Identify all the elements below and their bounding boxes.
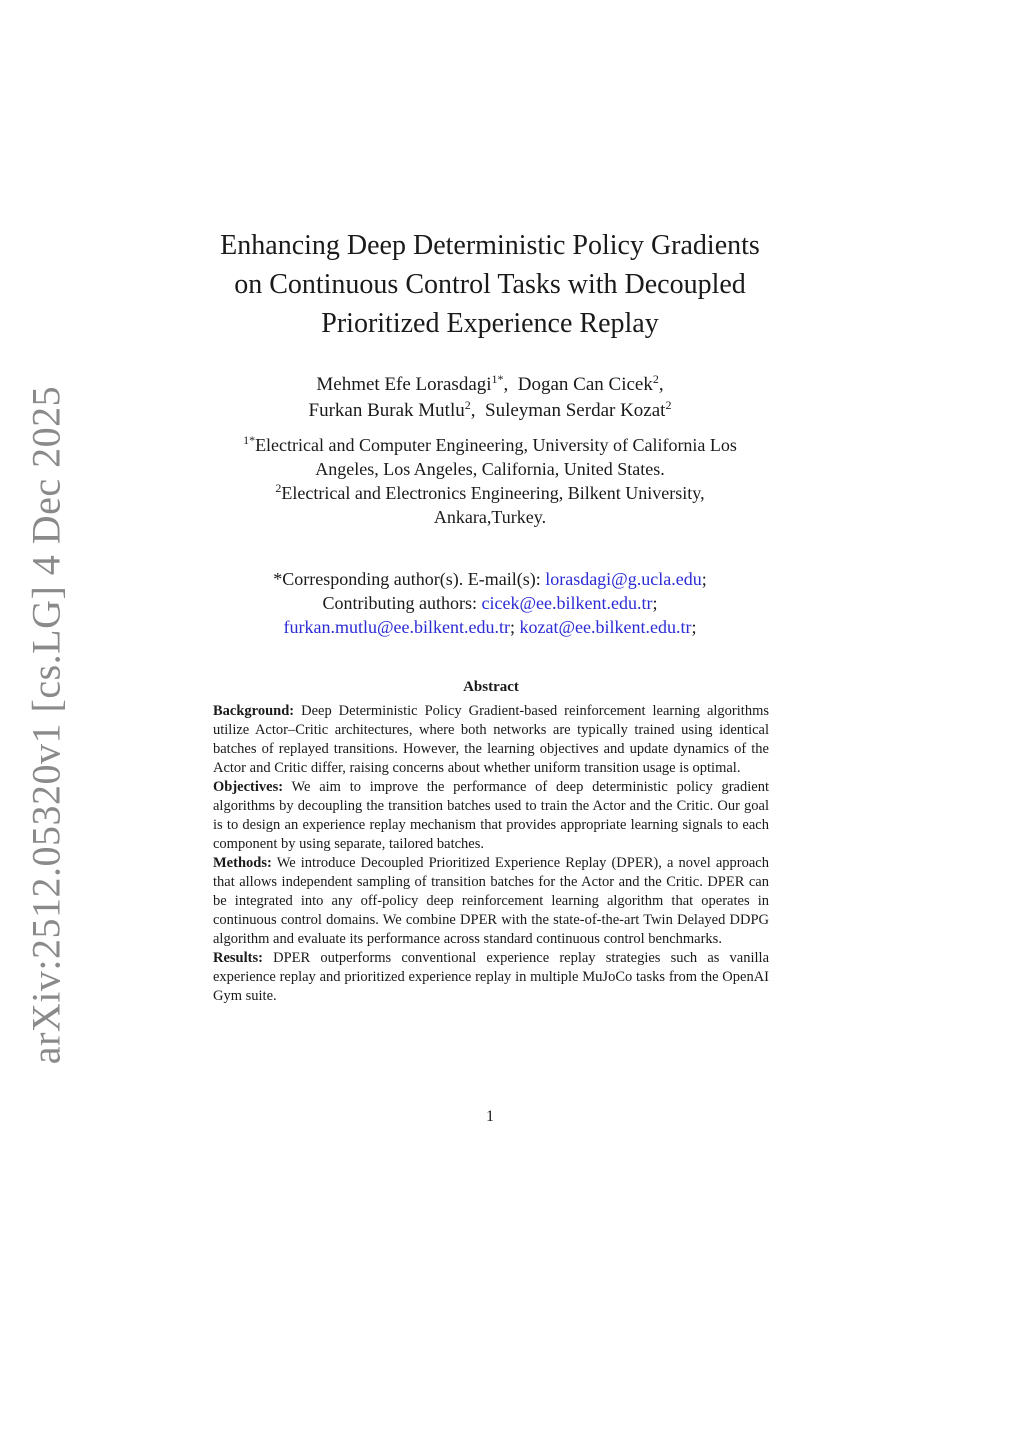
methods-text: We introduce Decoupled Prioritized Experience Replay (DPER), a novel approach that allows independent sampling of transition batches for the Actor and the Critic. DPER can be integrated into any off-policy deep reinforcement learning algorithm that operates in continuous control domains. We combine DPER with the state-of-the-art Twin Delayed DDPG algorithm and evaluate its performance across standard continuous control benchmarks. [213, 855, 769, 947]
affiliation-line: Ankara,Turkey. [433, 507, 547, 527]
author-name: Dogan Can Cicek [517, 374, 653, 395]
objectives-text: We aim to improve the performance of deep deterministic policy gradient algorithms by decoupling the transition batches used to train the Actor and the Critic. Our goal is to design an experience replay mechanism that provides appropriate learning signals to each component by using separate, tailored batches. [213, 779, 769, 852]
paper-title [170, 226, 810, 343]
abstract-heading: Abstract [463, 679, 519, 695]
email-link[interactable]: furkan.mutlu@ee.bilkent.edu.tr [283, 617, 510, 637]
author-list [170, 372, 810, 424]
background-text: Deep Deterministic Policy Gradient-based reinforcement learning algorithms utilize Actor–Critic architectures, where both networks are typically trained using identical batches of replayed transitions. However, the learning objectives and update dynamics of the Actor and Critic differ, raising concerns about whether uniform transition usage is optimal. [213, 703, 769, 776]
title-line: Enhancing Deep Deterministic Policy Gradients [220, 230, 760, 261]
affiliation-text: Electrical and Electronics Engineering, Bilkent University, [281, 483, 705, 503]
affiliation-superscript: 2 [275, 481, 282, 495]
email-link[interactable]: cicek@ee.bilkent.edu.tr [481, 593, 653, 613]
correspondence-line: *Corresponding author(s). E-mail(s): lorasdagi@g.ucla.edu; [273, 569, 707, 589]
abstract-objectives [213, 778, 769, 854]
author-name: Suleyman Serdar Kozat [485, 400, 666, 421]
background-label: Background: [213, 703, 295, 719]
results-label: Results: [213, 950, 263, 966]
author-superscript: 2 [652, 372, 659, 386]
author-line: Mehmet Efe Lorasdagi$^{1*}$, Dogan Can Cicek$^2$, [316, 372, 664, 395]
contributing-lead: Contributing authors: [322, 593, 482, 613]
arxiv-identifier: arXiv:2512.05320v1 [cs.LG] 4 Dec 2025 [23, 385, 69, 1065]
affiliations [170, 433, 810, 529]
correspondence-lead: *Corresponding author(s). E-mail(s): [273, 569, 546, 589]
title-line: Prioritized Experience Replay [321, 308, 659, 339]
correspondence-line: Contributing authors: cicek@ee.bilkent.edu.tr; [322, 593, 658, 613]
abstract-results [213, 949, 769, 1006]
affiliation-text: Electrical and Computer Engineering, University of California Los [255, 435, 737, 455]
author-line: Furkan Burak Mutlu$^2$, Suleyman Serdar Kozat$^2$ [308, 398, 672, 421]
abstract-methods [213, 854, 769, 949]
affiliation-line [170, 433, 810, 457]
correspondence [170, 567, 810, 639]
page-number: 1 [486, 1108, 494, 1125]
author-name: Mehmet Efe Lorasdagi [316, 374, 492, 395]
author-superscript: 2 [464, 398, 471, 412]
author-superscript: 1* [491, 372, 504, 386]
objectives-label: Objectives: [213, 779, 284, 795]
methods-label: Methods: [213, 855, 272, 871]
author-name: Furkan Burak Mutlu [308, 400, 465, 421]
title-line: on Continuous Control Tasks with Decoupled [234, 269, 746, 300]
affiliation-line [170, 481, 810, 505]
correspondence-line: furkan.mutlu@ee.bilkent.edu.tr; kozat@ee.bilkent.edu.tr; [283, 617, 697, 637]
author-superscript: 2 [665, 398, 672, 412]
abstract-body [213, 702, 769, 1006]
affiliation-superscript: 1* [243, 433, 256, 447]
affiliation-line: Angeles, Los Angeles, California, United States. [315, 459, 665, 479]
results-text: DPER outperforms conventional experience replay strategies such as vanilla experience replay and prioritized experience replay in multiple MuJoCo tasks from the OpenAI Gym suite. [213, 950, 770, 1004]
corresponding-email-link[interactable]: lorasdagi@g.ucla.edu [545, 569, 702, 589]
arxiv-side-stamp [16, 385, 76, 1065]
email-link[interactable]: kozat@ee.bilkent.edu.tr [519, 617, 692, 637]
abstract-background [213, 702, 769, 778]
